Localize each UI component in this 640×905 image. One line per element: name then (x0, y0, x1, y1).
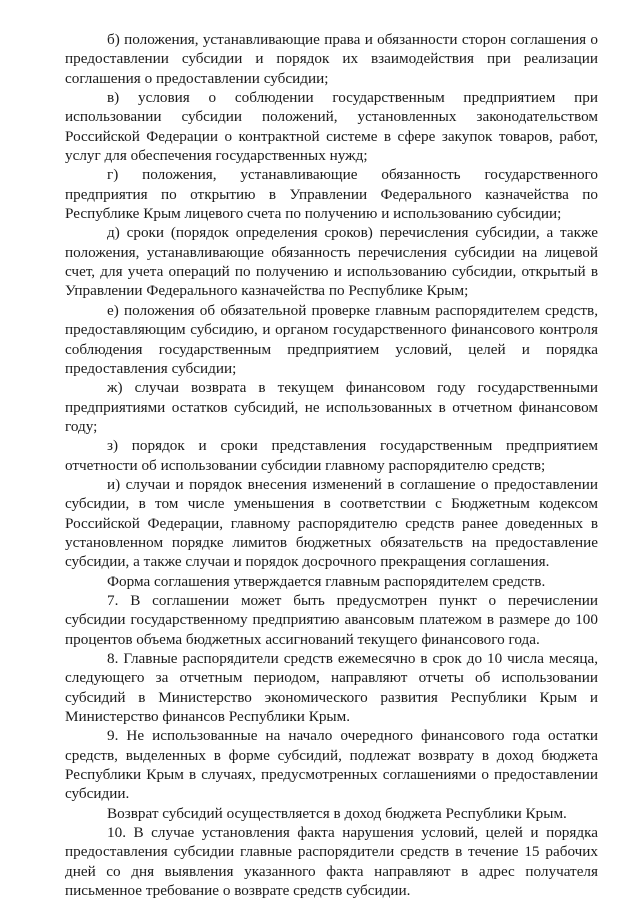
paragraph-g-treasury-account: г) положения, устанавливающие обязанность государственного предприятия по открытию в Управлении Федерального казначейства по Республике Крым лицевого счета по получению и использованию субсидии; (65, 166, 598, 223)
paragraph-zh-refund-cases: ж) случаи возврата в текущем финансовом году государственными предприятиями остатков субсидий, не использованных в отчетном финансовом году; (65, 379, 598, 435)
document-body (65, 30, 598, 900)
paragraph-9-unused-balances: 9. Не использованные на начало очередного финансового года остатки средств, выделенных в форме субсидий, подлежат возврату в доход бюджета Республики Крым в случаях, предусмотренных соглашениями о предоставлении субсидии. (65, 727, 598, 803)
paragraph-refund-to-budget: Возврат субсидий осуществляется в доход бюджета Республики Крым. (107, 804, 567, 822)
paragraph-b-agreement-rights: б) положения, устанавливающие права и обязанности сторон соглашения о предоставлении субсидии и порядок их взаимодействия при реализации соглашения о предоставлении субсидии; (65, 31, 598, 87)
paragraph-8-monthly-reports: 8. Главные распорядители средств ежемесячно в срок до 10 числа месяца, следующего за отчетным периодом, направляют отчеты об использовании субсидий в Министерство экономического развития Республики Крым и Министерство финансов Республики Крым. (65, 650, 598, 726)
paragraph-7-advance-payment: 7. В соглашении может быть предусмотрен пункт о перечислении субсидии государственному предприятию авансовым платежом в размере до 100 процентов объема бюджетных ассигнований текущего финансового года. (65, 591, 598, 648)
paragraph-i-amendments: и) случаи и порядок внесения изменений в соглашение о предоставлении субсидии, в том числе уменьшения в соответствии с Бюджетным кодексом Российской Федерации, главному распорядителю средств ранее доведенных в установленном порядке лимитов бюджетных обязательств на предоставление субсидии, а также случаи и порядок досрочного прекращения соглашения. (65, 475, 598, 571)
paragraph-agreement-form: Форма соглашения утверждается главным распорядителем средств. (107, 572, 546, 590)
paragraph-z-reporting: з) порядок и сроки представления государственным предприятием отчетности об использовании субсидии главному распорядителю средств; (65, 437, 598, 474)
paragraph-d-transfer-terms: д) сроки (порядок определения сроков) перечисления субсидии, а также положения, устанавливающие обязанность перечисления субсидии на лицевой счет, для учета операций по получению и использованию субсидии, открытый в Управлении Федерального казначейства по Республике Крым; (65, 224, 598, 300)
paragraph-10-violation-refund: 10. В случае установления факта нарушения условий, целей и порядка предоставления субсидии главные распорядители средств в течение 15 рабочих дней со дня выявления указанного факта направляют в адрес получателя письменное требование о возврате средств субсидии. (65, 824, 598, 900)
paragraph-v-procurement-conditions: в) условия о соблюдении государственным предприятием при использовании субсидии положений, установленных законодательством Российской Федерации о контрактной системе в сфере закупок товаров, работ, услуг для обеспечения государственных нужд; (65, 89, 598, 165)
paragraph-e-compliance-check: е) положения об обязательной проверке главным распорядителем средств, предоставляющим субсидию, и органом государственного финансового контроля соблюдения государственным предприятием условий, целей и порядка предоставления субсидии; (65, 301, 598, 377)
